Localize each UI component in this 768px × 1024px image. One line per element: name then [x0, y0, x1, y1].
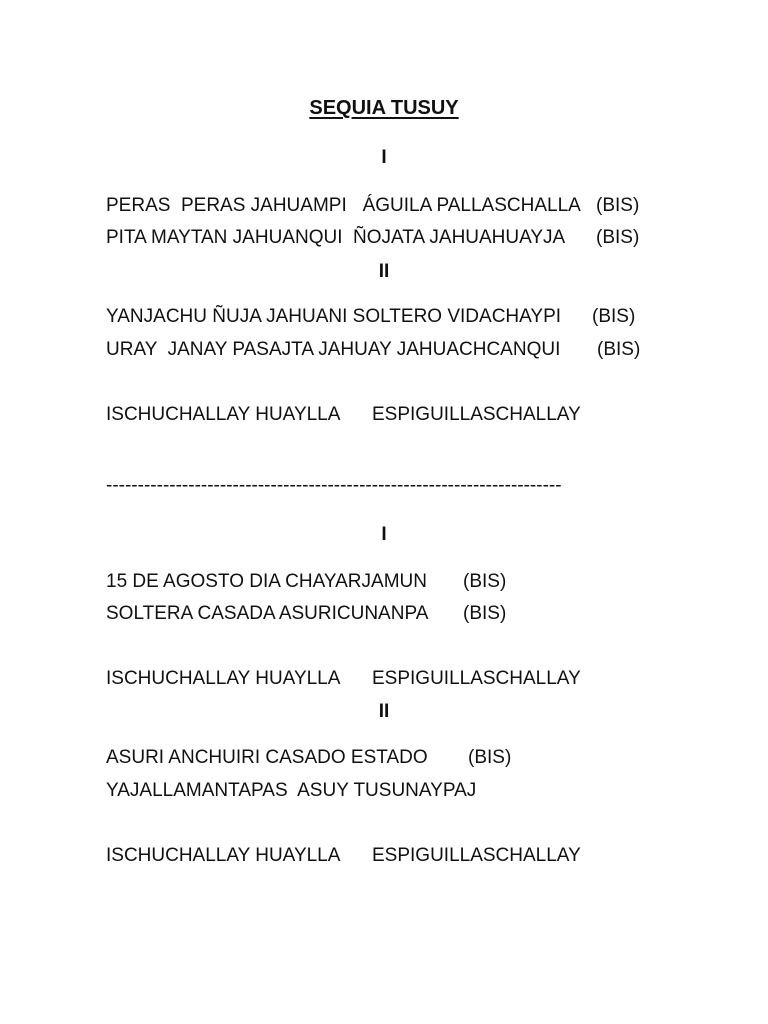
verse-numeral-i: I	[381, 147, 387, 168]
bis-marker: (BIS)	[597, 339, 641, 360]
chorus-right: ESPIGUILLASCHALLAY	[372, 668, 581, 689]
lyric-line: SOLTERA CASADA ASURICUNANPA	[106, 603, 429, 624]
bis-marker: (BIS)	[463, 571, 507, 592]
lyric-line: PITA MAYTAN JAHUANQUI ÑOJATA JAHUAHUAYJA	[106, 227, 566, 248]
bis-marker: (BIS)	[592, 306, 636, 327]
chorus-left: ISCHUCHALLAY HUAYLLA	[106, 845, 341, 866]
bis-marker: (BIS)	[596, 195, 640, 216]
chorus-left: ISCHUCHALLAY HUAYLLA	[106, 668, 341, 689]
song-title: SEQUIA TUSUY	[309, 97, 459, 119]
section-divider: ------------------------------------------------------------------------	[106, 475, 562, 496]
lyric-line: URAY JANAY PASAJTA JAHUAY JAHUACHCANQUI	[106, 339, 561, 360]
chorus-right: ESPIGUILLASCHALLAY	[372, 404, 581, 425]
lyric-line: PERAS PERAS JAHUAMPI ÁGUILA PALLASCHALLA	[106, 195, 581, 216]
verse-numeral-i: I	[381, 524, 387, 545]
lyric-line: ASURI ANCHUIRI CASADO ESTADO	[106, 747, 428, 768]
bis-marker: (BIS)	[468, 747, 512, 768]
chorus-right: ESPIGUILLASCHALLAY	[372, 845, 581, 866]
chorus-left: ISCHUCHALLAY HUAYLLA	[106, 404, 341, 425]
bis-marker: (BIS)	[463, 603, 507, 624]
verse-numeral-ii: II	[378, 701, 390, 722]
bis-marker: (BIS)	[596, 227, 640, 248]
lyric-line: YAJALLAMANTAPAS ASUY TUSUNAYPAJ	[106, 780, 477, 801]
lyric-line: 15 DE AGOSTO DIA CHAYARJAMUN	[106, 571, 427, 592]
lyric-line: YANJACHU ÑUJA JAHUANI SOLTERO VIDACHAYPI	[106, 306, 562, 327]
verse-numeral-ii: II	[378, 261, 390, 282]
